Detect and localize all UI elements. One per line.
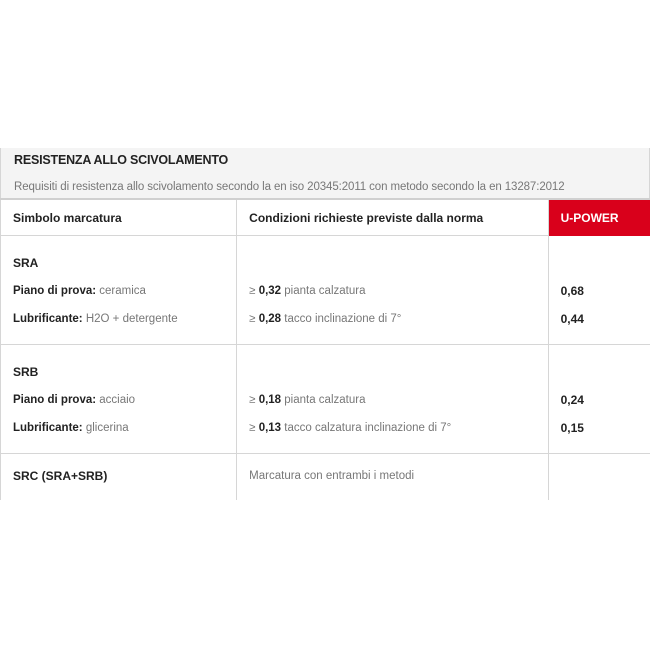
header-conditions: Condizioni richieste previste dalla norma — [237, 199, 548, 236]
sra-conditions-cell — [237, 236, 548, 345]
slip-resistance-table — [0, 198, 650, 500]
gte-symbol: ≥ — [249, 313, 256, 325]
src-symbol-cell — [1, 454, 237, 501]
header-symbol: Simbolo marcatura — [1, 199, 237, 236]
result-value: 0,15 — [560, 421, 584, 435]
table-row-sra — [1, 236, 650, 345]
symbol-label: SRA — [13, 256, 39, 270]
test-surface-value: acciaio — [99, 394, 136, 406]
condition-text: pianta calzatura — [284, 394, 366, 406]
test-surface-label: Piano di prova: — [13, 285, 97, 297]
condition-text: tacco calzatura inclinazione di 7° — [284, 422, 452, 434]
lubricant-value: H2O + detergente — [85, 313, 178, 325]
threshold-value: 0,32 — [258, 285, 282, 297]
condition-text: pianta calzatura — [284, 285, 366, 297]
symbol-label: SRB — [13, 365, 39, 379]
condition-text: tacco inclinazione di 7° — [284, 313, 402, 325]
gte-symbol: ≥ — [249, 394, 256, 406]
sra-result-cell — [548, 236, 650, 345]
lubricant-label: Lubrificante: — [13, 422, 83, 434]
slip-resistance-section — [0, 148, 650, 500]
table-row-srb — [1, 345, 650, 454]
test-surface-label: Piano di prova: — [13, 394, 97, 406]
srb-result-cell — [548, 345, 650, 454]
srb-symbol-cell — [1, 345, 237, 454]
sra-symbol-cell — [1, 236, 237, 345]
gte-symbol: ≥ — [249, 285, 256, 297]
lubricant-label: Lubrificante: — [13, 313, 83, 325]
section-subtitle: Requisiti di resistenza allo scivolamento secondo la en iso 20345:2011 con metodo secondo la en 13287:2012 — [14, 181, 565, 193]
threshold-value: 0,13 — [258, 422, 282, 434]
symbol-label: SRC (SRA+SRB) — [13, 469, 108, 483]
test-surface-value: ceramica — [99, 285, 146, 297]
table-row-src — [1, 454, 650, 501]
threshold-value: 0,18 — [258, 394, 282, 406]
section-title: RESISTENZA ALLO SCIVOLAMENTO — [14, 153, 229, 167]
result-value: 0,24 — [560, 393, 584, 407]
threshold-value: 0,28 — [258, 313, 282, 325]
gte-symbol: ≥ — [249, 422, 256, 434]
section-header — [0, 148, 650, 198]
src-conditions-cell — [237, 454, 548, 501]
header-brand: U-POWER — [548, 199, 650, 236]
srb-conditions-cell — [237, 345, 548, 454]
result-value: 0,44 — [560, 312, 584, 326]
result-value: 0,68 — [560, 284, 584, 298]
condition-text: Marcatura con entrambi i metodi — [249, 470, 415, 482]
src-result-cell — [548, 454, 650, 501]
lubricant-value: glicerina — [85, 422, 129, 434]
table-header-row — [1, 199, 650, 236]
